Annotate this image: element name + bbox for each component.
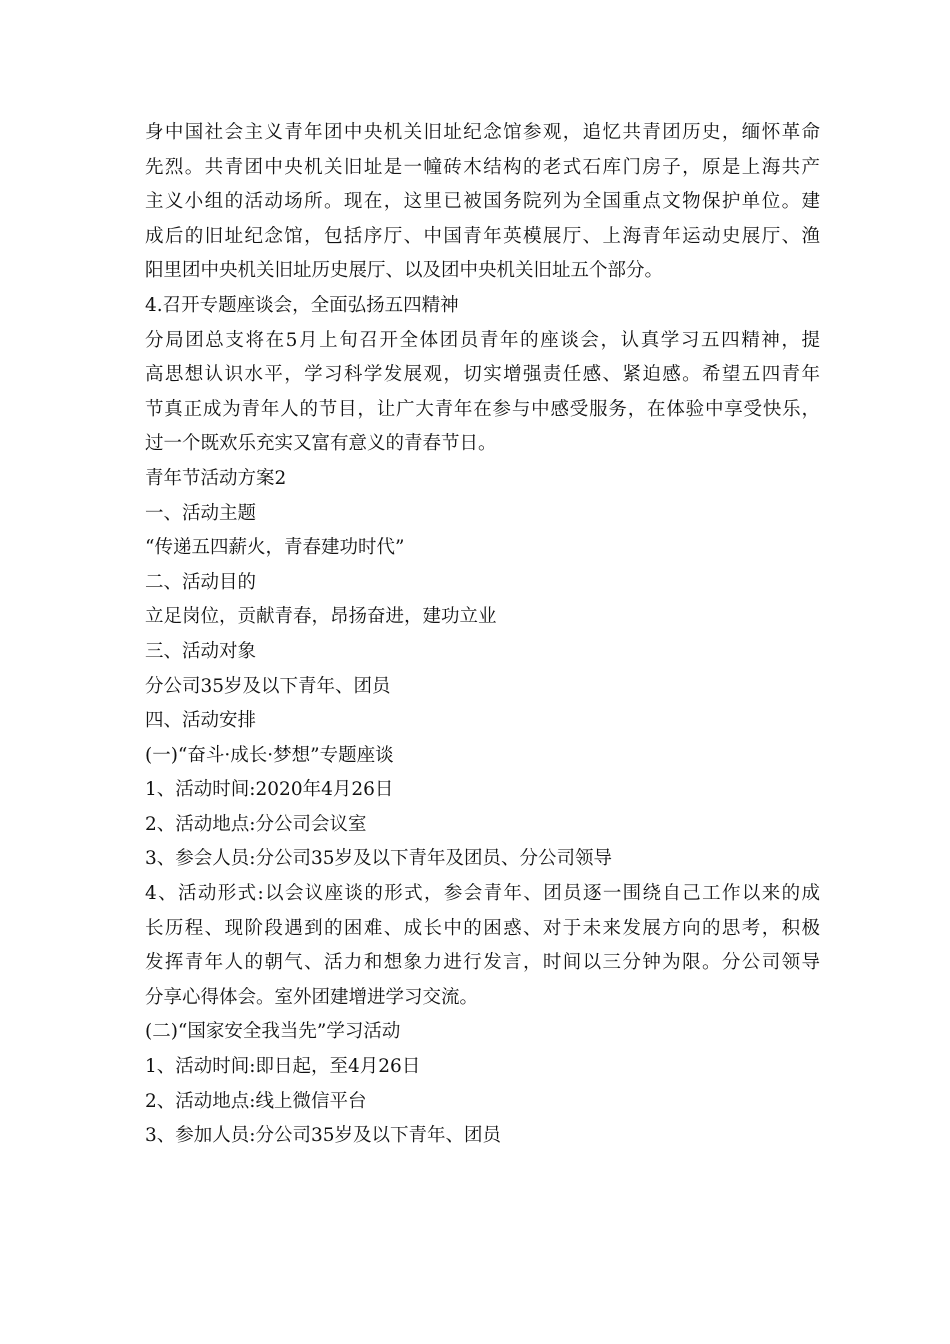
paragraph-line: 分享心得体会。室外团建增进学习交流。: [145, 986, 479, 1008]
paragraph-line: 先烈。共青团中央机关旧址是一幢砖木结构的老式石库门房子，原是上海共产: [145, 156, 820, 178]
paragraph-line: 身中国社会主义青年团中央机关旧址纪念馆参观，追忆共青团历史，缅怀革命: [145, 122, 820, 143]
section-heading: 一、活动主题: [145, 502, 257, 524]
paragraph-line: 分公司35岁及以下青年、团员: [145, 675, 391, 697]
list-item: 4、活动形式:以会议座谈的形式，参会青年、团员逐一围绕自己工作以来的成: [145, 883, 820, 905]
list-item: 2、活动地点:分公司会议室: [145, 813, 367, 835]
section-heading: 三、活动对象: [145, 640, 257, 662]
paragraph-line: 过一个既欢乐充实又富有意义的青春节日。: [145, 433, 497, 455]
list-item: 3、参会人员:分公司35岁及以下青年及团员、分公司领导: [145, 848, 613, 870]
paragraph-line: 立足岗位，贡献青春，昂扬奋进，建功立业: [145, 606, 497, 628]
paragraph-line: 分局团总支将在5月上旬召开全体团员青年的座谈会，认真学习五四精神，提: [145, 329, 820, 351]
section-heading: 四、活动安排: [145, 710, 257, 732]
paragraph-line: 高思想认识水平，学习科学发展观，切实增强责任感、紧迫感。希望五四青年: [145, 364, 820, 386]
section-heading: 4.召开专题座谈会，全面弘扬五四精神: [145, 294, 459, 316]
paragraph-line: “传递五四薪火，青春建功时代”: [145, 537, 405, 559]
list-item: 3、参加人员:分公司35岁及以下青年、团员: [145, 1125, 502, 1147]
document-body: [145, 116, 820, 1154]
subsection-heading: (一)“奋斗·成长·梦想”专题座谈: [145, 744, 394, 766]
document-title: 青年节活动方案2: [145, 467, 287, 489]
list-item: 1、活动时间:即日起，至4月26日: [145, 1056, 421, 1078]
section-heading: 二、活动目的: [145, 571, 257, 593]
paragraph-line: 发挥青年人的朝气、活力和想象力进行发言，时间以三分钟为限。分公司领导: [145, 952, 820, 974]
list-item: 2、活动地点:线上微信平台: [145, 1090, 367, 1112]
list-item: 1、活动时间:2020年4月26日: [145, 779, 394, 801]
paragraph-line: 主义小组的活动场所。现在，这里已被国务院列为全国重点文物保护单位。建: [145, 191, 820, 213]
paragraph-line: 节真正成为青年人的节目，让广大青年在参与中感受服务，在体验中享受快乐，: [145, 398, 820, 420]
paragraph-line: 成后的旧址纪念馆，包括序厅、中国青年英模展厅、上海青年运动史展厅、渔: [145, 225, 820, 247]
subsection-heading: (二)“国家安全我当先”学习活动: [145, 1021, 401, 1043]
paragraph-line: 长历程、现阶段遇到的困难、成长中的困惑、对于未来发展方向的思考，积极: [145, 917, 820, 939]
paragraph-line: 阳里团中央机关旧址历史展厅、以及团中央机关旧址五个部分。: [145, 260, 664, 282]
